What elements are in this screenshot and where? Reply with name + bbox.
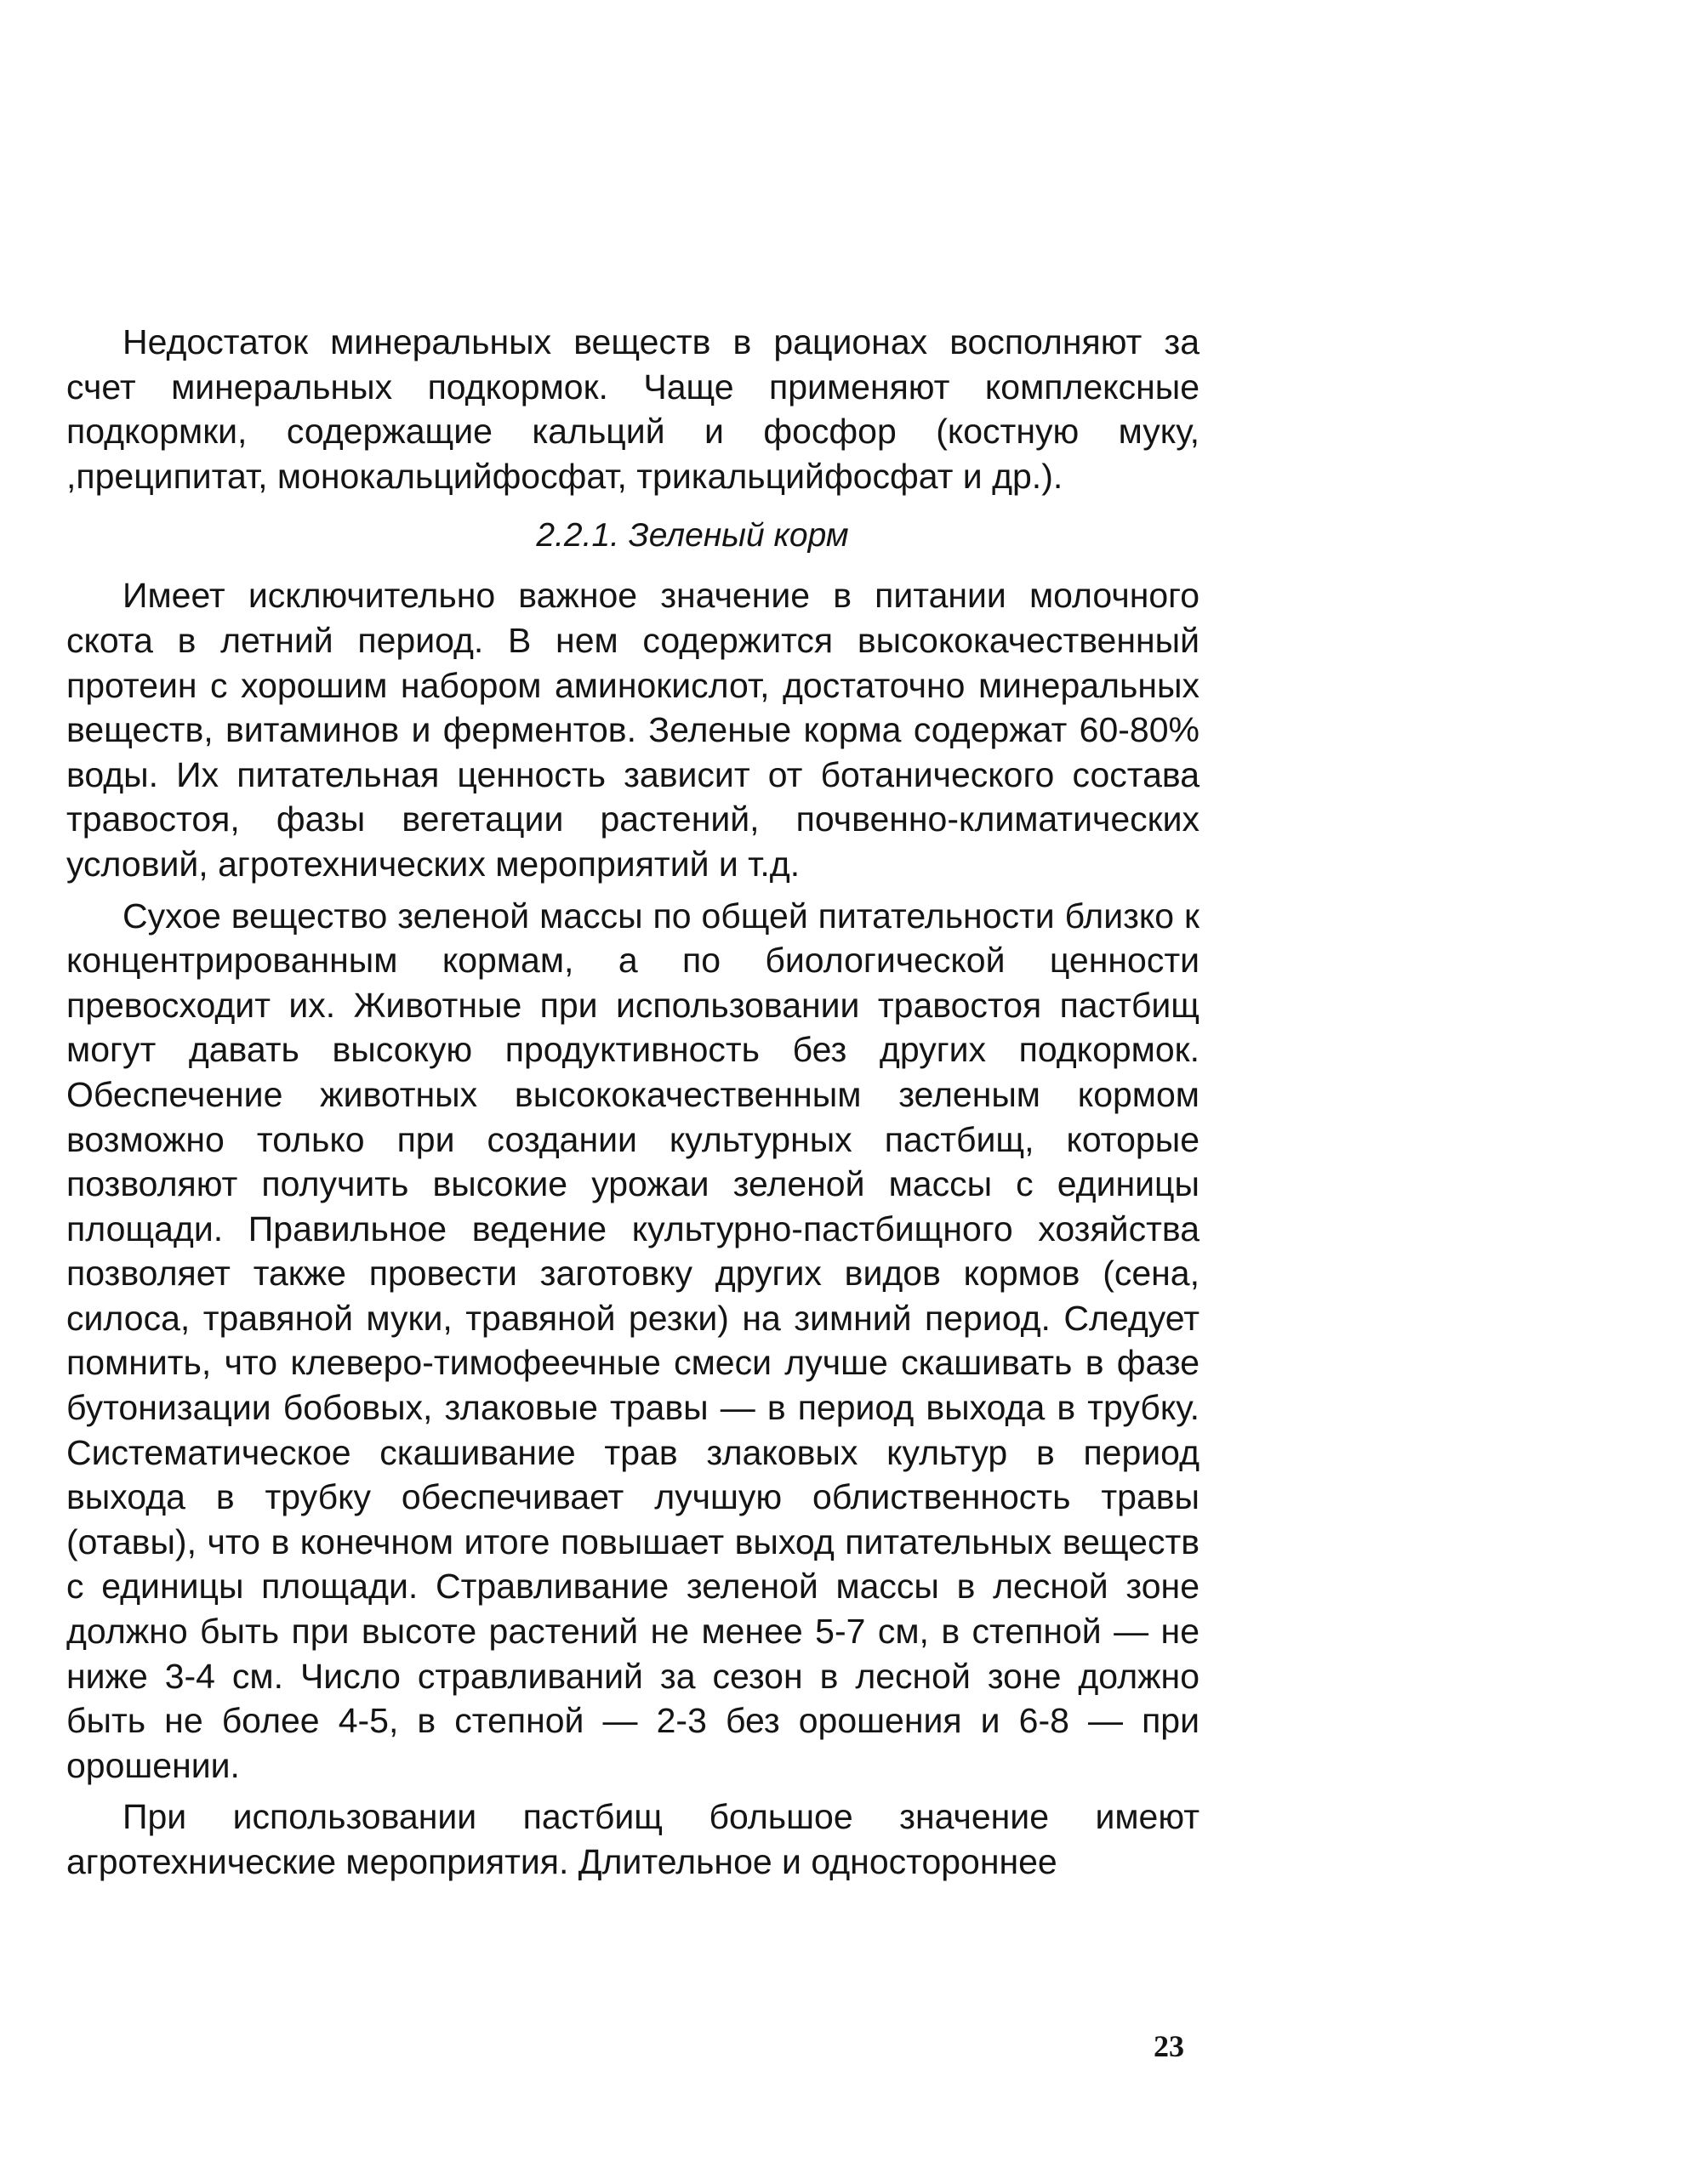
section-heading: 2.2.1. Зеленый корм xyxy=(536,517,849,555)
paragraph-green-feed-value: Имеет исключительно важное значение в питании молочного скота в летний период. В нем содержится высококачественный протеин с хорошим набором аминокислот, достаточно минеральных веществ, витаминов и ферментов. Зеленые корма содержат 60-80% воды. Их питательная ценность зависит от ботанического состава травостоя, фазы вегетации растений, почвенно-климатических условий, агротехнических мероприятий и т.д. xyxy=(66,576,1199,884)
paragraph-agrotechnical: При использовании пастбищ большое значение имеют агротехнические мероприятия. Длительное и одностороннее xyxy=(66,1797,1199,1881)
paragraph-dry-matter: Сухое вещество зеленой массы по общей питательности близко к концентрированным кормам, а по биологической ценности превосходит их. Животные при использовании травостоя пастбищ могут давать высокую продуктивность без других подкормок. Обеспечение животных высококачественным зеленым кормом возможно только при создании культурных пастбищ, которые позволяют получить высокие урожаи зеленой массы с единицы площади. Правильное ведение культурно-пастбищного хозяйства позволяет также провести заготовку других видов кормов (сена, силоса, травяной муки, травяной резки) на зимний период. Следует помнить, что клеверо-тимофеечные смеси лучше скашивать в фазе бутонизации бобовых, злаковые травы — в период выхода в трубку. Систематическое скашивание трав злаковых культур в период выхода в трубку обеспечивает лучшую облиственность травы (отавы), что в конечном итоге повышает выход питательных веществ с единицы площади. Стравливание зеленой массы в лесной зоне должно быть при высоте растений не менее 5-7 см, в степной — не ниже 3-4 см. Число стравливаний за сезон в лесной зоне должно быть не более 4-5, в степной — 2-3 без орошения и 6-8 — при орошении. xyxy=(66,896,1199,1785)
paragraph-intro: Недостаток минеральных веществ в рационах восполняют за счет минеральных подкормок. Чаще применяют комплексные подкормки, содержащие кальций и фосфор (костную муку, ,преципитат, монокальцийфосфат, трикальцийфосфат и др.). xyxy=(66,322,1199,496)
page-body xyxy=(66,320,1199,1885)
page-number: 23 xyxy=(1154,2029,1184,2063)
